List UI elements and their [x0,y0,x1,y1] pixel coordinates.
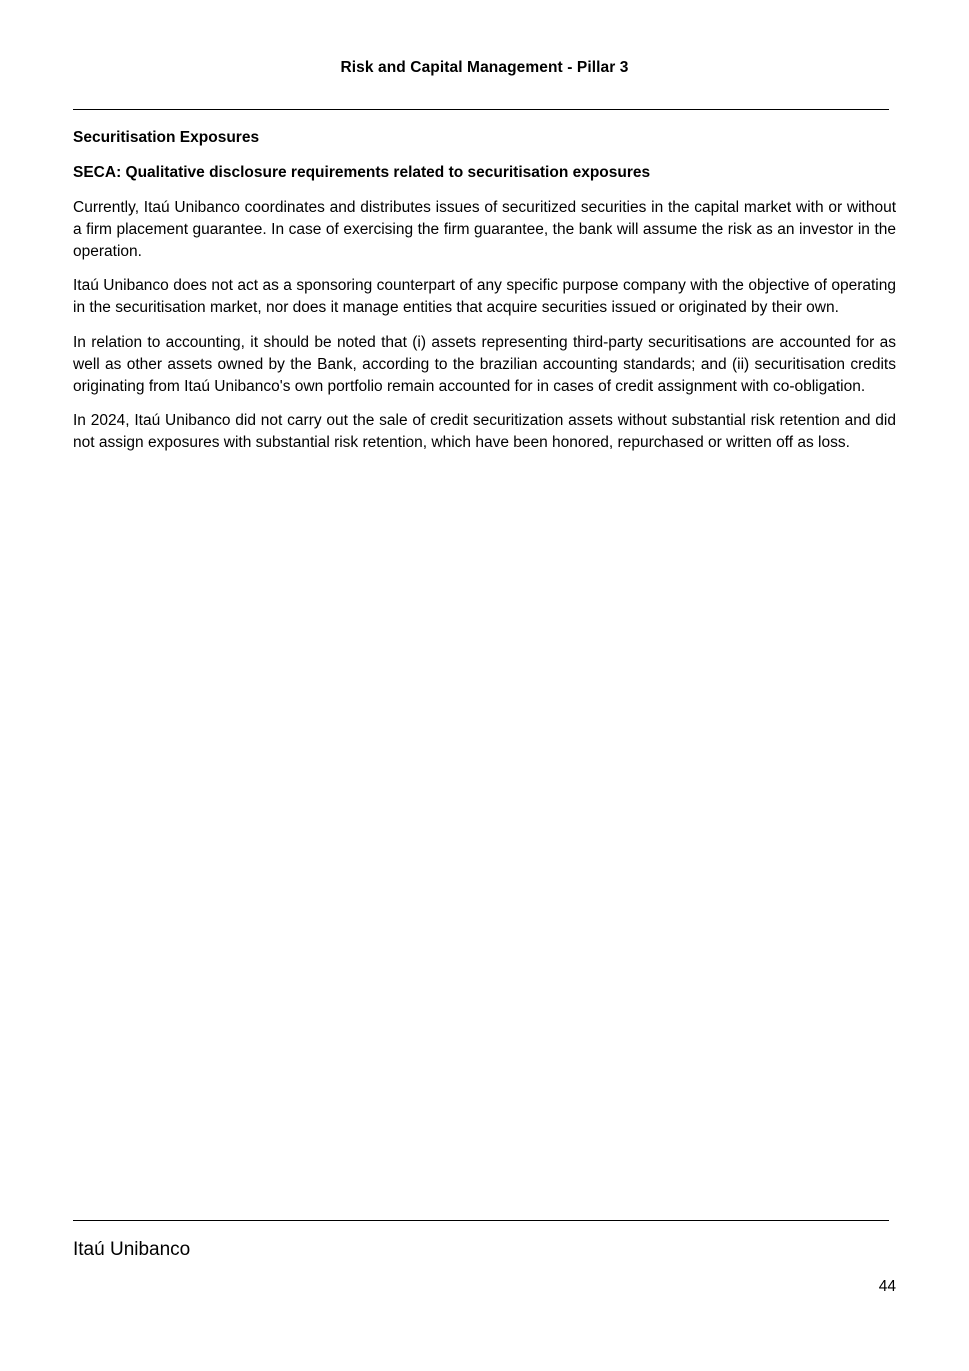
page-number: 44 [878,1278,896,1295]
section-heading: Securitisation Exposures [73,129,260,146]
paragraph-2: Itaú Unibanco does not act as a sponsoring counterpart of any specific purpose company with the objective of operating in the securitisation market, nor does it manage entities that acquire securities issued or originated by their own. [73,277,896,317]
paragraph-3: In relation to accounting, it should be noted that (i) assets representing third-party securitisations are accounted for as well as other assets owned by the Bank, according to the brazilian accounting standards; and (ii) securitisation credits originating from Itaú Unibanco's own portfolio remain accounted for in cases of credit assignment with co-obligation. [73,333,896,395]
paragraph-4: In 2024, Itaú Unibanco did not carry out the sale of credit securitization assets without substantial risk retention and did not assign exposures with substantial risk retention, which have been honored, repurchased or written off as loss. [73,412,896,452]
paragraph-1: Currently, Itaú Unibanco coordinates and distributes issues of securitized securities in the capital market with or without a firm placement guarantee. In case of exercising the firm guarantee, the bank will assume the risk as an investor in the operation. [73,199,896,260]
header-divider [73,109,889,110]
main-content [73,128,896,467]
footer-company-name: Itaú Unibanco [73,1239,191,1260]
section-subheading: SECA: Qualitative disclosure requirements related to securitisation exposures [73,164,651,181]
page-header-title: Risk and Capital Management - Pillar 3 [340,59,629,76]
footer-divider [73,1220,889,1221]
